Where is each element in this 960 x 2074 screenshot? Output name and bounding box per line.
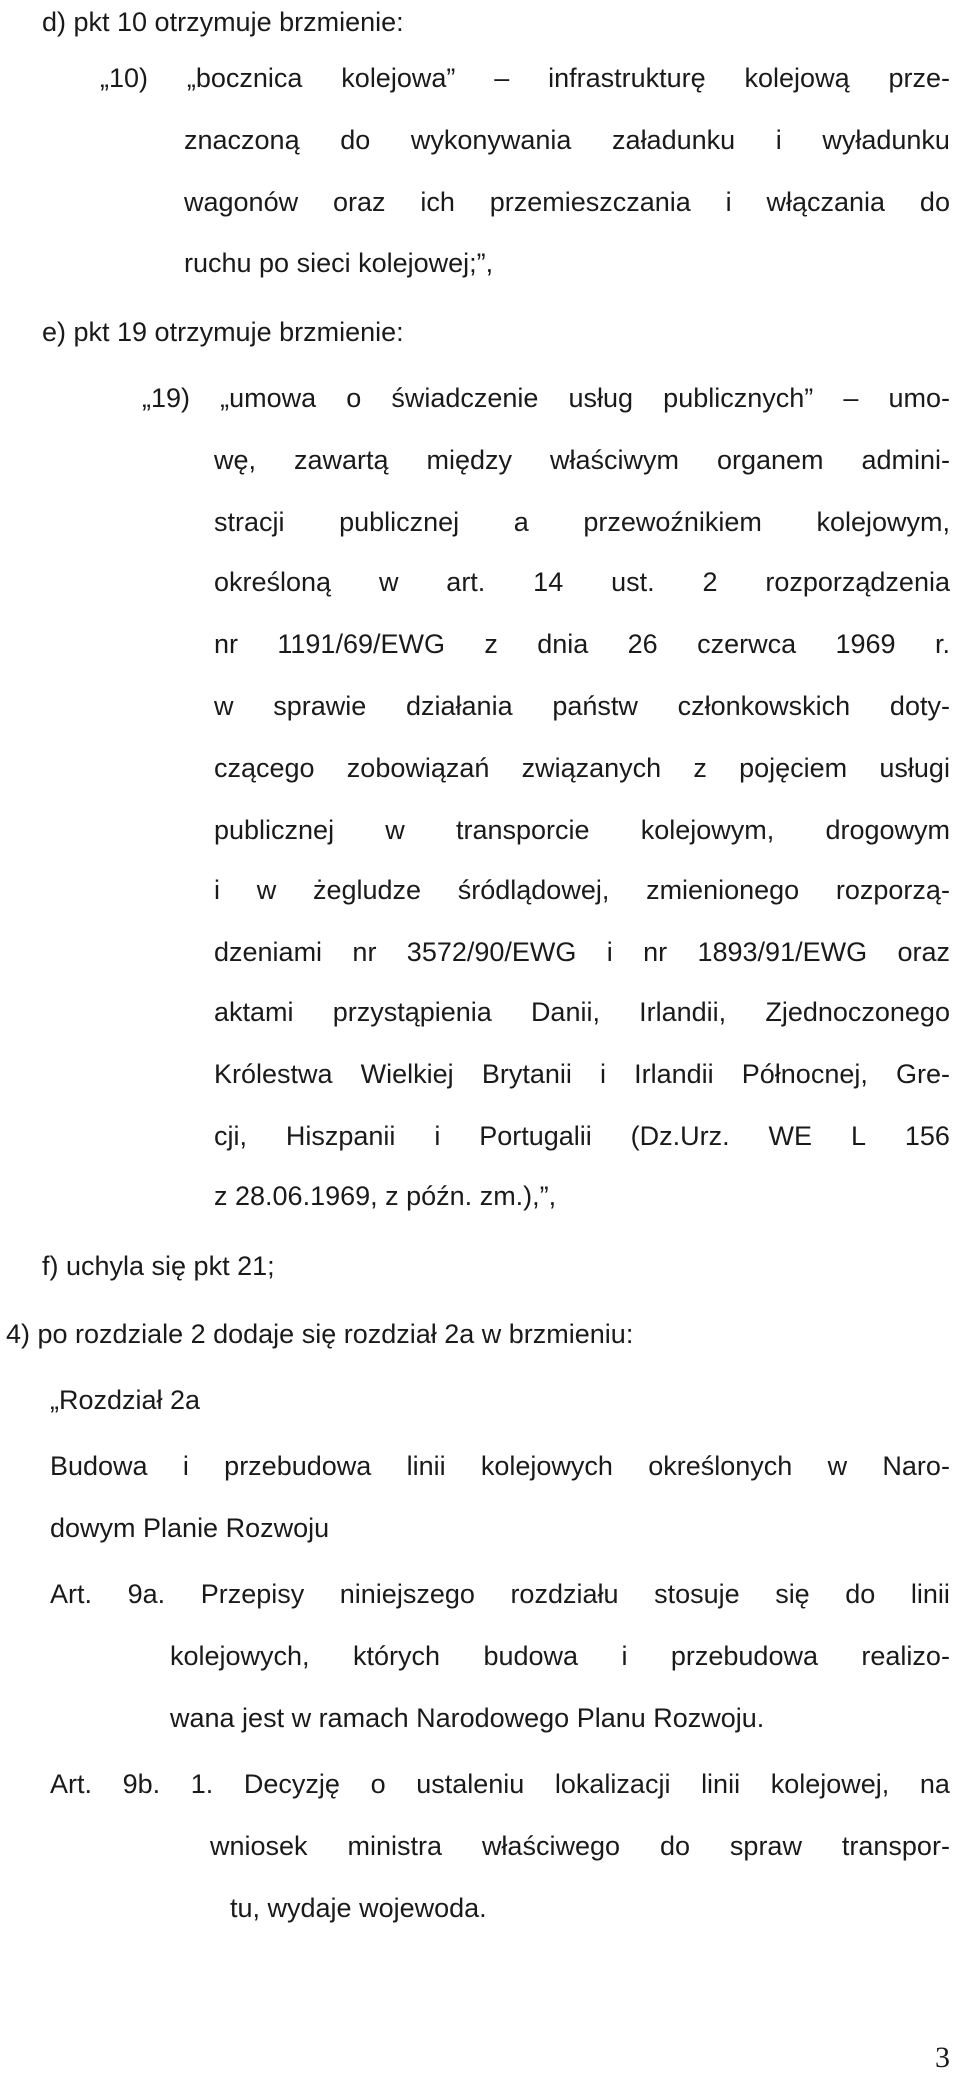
word: właściwym bbox=[549, 445, 679, 475]
word: dzeniami bbox=[214, 937, 323, 967]
word: do bbox=[919, 187, 950, 217]
word: włączania bbox=[766, 187, 886, 217]
word: nr bbox=[352, 937, 377, 967]
item-e-line-2 bbox=[214, 444, 950, 476]
word: infrastrukturę bbox=[548, 63, 706, 93]
word: śródlądowej, bbox=[457, 875, 610, 905]
word: publicznych” bbox=[663, 383, 814, 413]
art-9a-line-1 bbox=[50, 1578, 950, 1610]
word: w bbox=[256, 875, 277, 905]
word: kolejowych, bbox=[170, 1641, 310, 1671]
chapter-subtitle-line-2: dowym Planie Rozwoju bbox=[50, 1513, 330, 1543]
word: Irlandii, bbox=[639, 997, 727, 1027]
word: Brytanii bbox=[481, 1059, 572, 1089]
word: zawartą bbox=[293, 445, 389, 475]
item-d-line-2 bbox=[184, 124, 950, 156]
word: wę, bbox=[214, 445, 257, 475]
word: 1893/91/EWG bbox=[697, 937, 868, 967]
word: linii bbox=[701, 1769, 741, 1799]
word: w bbox=[378, 567, 399, 597]
word: 2 bbox=[702, 567, 718, 597]
word: linii bbox=[406, 1451, 446, 1481]
chapter-subtitle-line-1 bbox=[50, 1450, 950, 1482]
item-e-line-7 bbox=[214, 752, 950, 784]
item-e-line-3 bbox=[214, 506, 950, 538]
word: przystąpienia bbox=[332, 997, 492, 1027]
word: Portugalii bbox=[479, 1121, 592, 1151]
word: i bbox=[725, 187, 732, 217]
item-d-line-1 bbox=[100, 62, 950, 94]
word: Wielkiej bbox=[360, 1059, 454, 1089]
word: państw bbox=[552, 691, 638, 721]
word: 9b. bbox=[122, 1769, 161, 1799]
word: realizo- bbox=[861, 1641, 950, 1671]
item-d-line-3 bbox=[184, 186, 950, 218]
word: i bbox=[214, 875, 220, 905]
word: rozdziału bbox=[510, 1579, 619, 1609]
item-f: f) uchyla się pkt 21; bbox=[42, 1251, 275, 1281]
word: ust. bbox=[611, 567, 655, 597]
art-9b-line-2 bbox=[210, 1830, 950, 1862]
word: i bbox=[775, 125, 782, 155]
word: załadunku bbox=[612, 125, 736, 155]
word: świadczenie bbox=[391, 383, 539, 413]
word: rozporządzenia bbox=[765, 567, 950, 597]
word: Królestwa bbox=[214, 1059, 333, 1089]
word: budowa bbox=[483, 1641, 579, 1671]
word: określoną bbox=[214, 567, 332, 597]
word: stosuje bbox=[654, 1579, 740, 1609]
word: ministra bbox=[347, 1831, 442, 1861]
word: o bbox=[346, 383, 362, 413]
word: Zjednoczonego bbox=[765, 997, 950, 1027]
word: Gre- bbox=[895, 1059, 950, 1089]
word: L bbox=[850, 1121, 866, 1151]
word: dnia bbox=[537, 629, 589, 659]
word: kolejowa” bbox=[341, 63, 456, 93]
art-9b-line-3: tu, wydaje wojewoda. bbox=[230, 1893, 487, 1923]
word: w bbox=[214, 691, 234, 721]
word: a bbox=[513, 507, 529, 537]
word: lokalizacji bbox=[554, 1769, 671, 1799]
item-e-heading: e) pkt 19 otrzymuje brzmienie: bbox=[42, 317, 404, 347]
word: 1191/69/EWG bbox=[277, 629, 445, 659]
word: działania bbox=[406, 691, 513, 721]
word: określonych bbox=[648, 1451, 793, 1481]
word: 9a. bbox=[127, 1579, 166, 1609]
word: (Dz.Urz. bbox=[630, 1121, 730, 1151]
word: cji, bbox=[214, 1121, 247, 1151]
word: wagonów bbox=[184, 187, 299, 217]
word: wniosek bbox=[210, 1831, 308, 1861]
word: usługi bbox=[879, 753, 950, 783]
word: kolejową bbox=[744, 63, 850, 93]
word: organem bbox=[716, 445, 824, 475]
word: do bbox=[845, 1579, 876, 1609]
art-9b-line-1 bbox=[50, 1768, 950, 1800]
word: Północnej, bbox=[741, 1059, 868, 1089]
word: żegludze bbox=[312, 875, 422, 905]
word: związanych bbox=[521, 753, 662, 783]
word: prze- bbox=[888, 63, 950, 93]
page-number: 3 bbox=[935, 2041, 950, 2074]
word: przemieszczania bbox=[489, 187, 691, 217]
word: w bbox=[827, 1451, 848, 1481]
word: z bbox=[693, 753, 707, 783]
word: Art. bbox=[50, 1769, 93, 1799]
word: i bbox=[182, 1451, 189, 1481]
word: Naro- bbox=[882, 1451, 950, 1481]
word: do bbox=[659, 1831, 690, 1861]
word: zmienionego bbox=[646, 875, 800, 905]
word: przebudowa bbox=[224, 1451, 372, 1481]
word: usług bbox=[568, 383, 634, 413]
word: Budowa bbox=[50, 1451, 148, 1481]
item-e-line-6 bbox=[214, 690, 950, 722]
word: transpor- bbox=[841, 1831, 950, 1861]
word: drogowym bbox=[825, 815, 950, 845]
word: 26 bbox=[627, 629, 658, 659]
item-e-line-10 bbox=[214, 936, 950, 968]
word: kolejowej, bbox=[770, 1769, 890, 1799]
word: stracji bbox=[214, 507, 285, 537]
word: r. bbox=[934, 629, 950, 659]
item-4: 4) po rozdziale 2 dodaje się rozdział 2a w brzmieniu: bbox=[6, 1319, 634, 1349]
word: i bbox=[606, 937, 613, 967]
word: nr bbox=[643, 937, 668, 967]
item-e-line-9 bbox=[214, 874, 950, 906]
word: „umowa bbox=[220, 383, 317, 413]
item-e-line-11 bbox=[214, 996, 950, 1028]
word: doty- bbox=[889, 691, 950, 721]
word: czerwca bbox=[697, 629, 797, 659]
word: Irlandii bbox=[634, 1059, 714, 1089]
word: znaczoną bbox=[184, 125, 300, 155]
word: przewoźnikiem bbox=[583, 507, 762, 537]
item-e-line-4 bbox=[214, 566, 950, 598]
word: o bbox=[370, 1769, 386, 1799]
word: publicznej bbox=[214, 815, 335, 845]
word: z bbox=[484, 629, 498, 659]
word: Art. bbox=[50, 1579, 93, 1609]
word: Decyzję bbox=[243, 1769, 340, 1799]
word: umo- bbox=[888, 383, 950, 413]
item-e-line-5 bbox=[214, 628, 950, 660]
word: „19) bbox=[142, 383, 191, 413]
art-9a-line-3: wana jest w ramach Narodowego Planu Rozwoju. bbox=[170, 1703, 765, 1733]
word: art. bbox=[446, 567, 486, 597]
item-e-line-14: z 28.06.1969, z późn. zm.),”, bbox=[214, 1181, 557, 1211]
word: niniejszego bbox=[339, 1579, 475, 1609]
word: oraz bbox=[332, 187, 386, 217]
word: kolejowym, bbox=[640, 815, 775, 845]
word: 1. bbox=[190, 1769, 214, 1799]
word: w bbox=[385, 815, 405, 845]
item-e-line-1 bbox=[142, 382, 950, 414]
word: Hiszpanii bbox=[285, 1121, 396, 1151]
word: wyładunku bbox=[822, 125, 950, 155]
word: admini- bbox=[861, 445, 950, 475]
word: linii bbox=[910, 1579, 950, 1609]
word: ich bbox=[420, 187, 455, 217]
word: których bbox=[352, 1641, 441, 1671]
word: ustaleniu bbox=[416, 1769, 525, 1799]
word: Przepisy bbox=[200, 1579, 305, 1609]
word: przebudowa bbox=[670, 1641, 818, 1671]
word: „bocznica bbox=[186, 63, 303, 93]
item-d-heading: d) pkt 10 otrzymuje brzmienie: bbox=[42, 7, 404, 37]
word: członkowskich bbox=[677, 691, 851, 721]
word: do bbox=[340, 125, 371, 155]
word: wykonywania bbox=[410, 125, 572, 155]
art-9a-line-2 bbox=[170, 1640, 950, 1672]
word: na bbox=[919, 1769, 950, 1799]
word: transporcie bbox=[455, 815, 590, 845]
word: pojęciem bbox=[739, 753, 848, 783]
word: i bbox=[621, 1641, 628, 1671]
word: „10) bbox=[100, 63, 149, 93]
item-d-line-4: ruchu po sieci kolejowej;”, bbox=[184, 248, 494, 278]
word: aktami bbox=[214, 997, 294, 1027]
item-e-line-8 bbox=[214, 814, 950, 846]
word: między bbox=[426, 445, 513, 475]
word: WE bbox=[768, 1121, 813, 1151]
word: Danii, bbox=[530, 997, 600, 1027]
word: nr bbox=[214, 629, 239, 659]
item-e-line-13 bbox=[214, 1120, 950, 1152]
word: się bbox=[775, 1579, 810, 1609]
word: kolejowych bbox=[480, 1451, 613, 1481]
chapter-title: „Rozdział 2a bbox=[50, 1385, 201, 1415]
item-e-line-12 bbox=[214, 1058, 950, 1090]
word: czącego bbox=[214, 753, 315, 783]
word: oraz bbox=[897, 937, 950, 967]
word: spraw bbox=[729, 1831, 802, 1861]
word: rozporzą- bbox=[835, 875, 950, 905]
word: sprawie bbox=[273, 691, 367, 721]
word: – bbox=[494, 63, 510, 93]
word: 14 bbox=[533, 567, 564, 597]
word: publicznej bbox=[339, 507, 460, 537]
word: 1969 bbox=[835, 629, 896, 659]
word: właściwego bbox=[481, 1831, 620, 1861]
word: kolejowym, bbox=[816, 507, 950, 537]
word: – bbox=[843, 383, 859, 413]
word: 3572/90/EWG bbox=[406, 937, 577, 967]
word: i bbox=[599, 1059, 606, 1089]
word: 156 bbox=[904, 1121, 950, 1151]
word: i bbox=[434, 1121, 441, 1151]
word: zobowiązań bbox=[346, 753, 490, 783]
